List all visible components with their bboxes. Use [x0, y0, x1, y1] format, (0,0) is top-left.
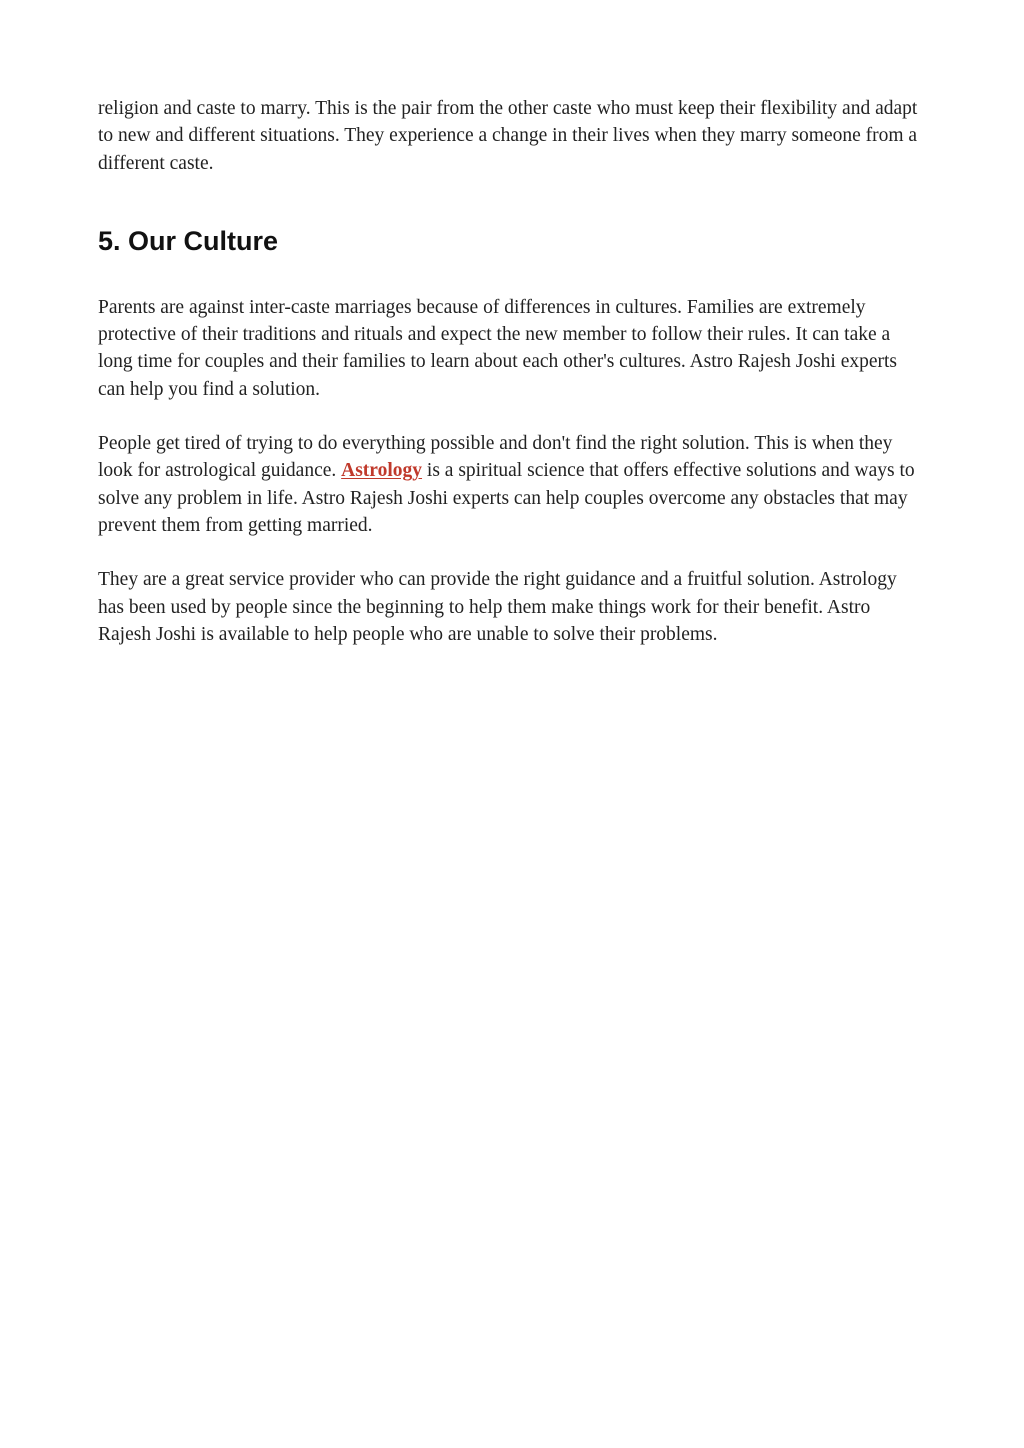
section-heading: 5. Our Culture	[98, 225, 279, 256]
paragraph-astrology	[98, 430, 926, 539]
paragraph-text-after-link: is a spiritual science that offers effective solutions and ways to solve any problem in life. Astro Rajesh Joshi experts can help couples overcome any obstacles that may prevent them from getting married.	[98, 460, 915, 536]
astrology-link[interactable]: Astrology	[341, 460, 423, 482]
paragraph-culture: Parents are against inter-caste marriages because of differences in cultures. Families are extremely protective of their traditions and rituals and expect the new member to follow their rules. It can take a long time for couples and their families to learn about each other's cultures. Astro Rajesh Joshi experts can help you find a solution.	[98, 296, 898, 400]
document-page	[98, 95, 926, 648]
intro-paragraph: religion and caste to marry. This is the pair from the other caste who must keep their flexibility and adapt to new and different situations. They experience a change in their lives when they marry someone from a different caste.	[98, 98, 918, 174]
paragraph-service: They are a great service provider who can provide the right guidance and a fruitful solution. Astrology has been used by people since the beginning to help them make things work for their benefit. Astro Rajesh Joshi is available to help people who are unable to solve their problems.	[98, 569, 897, 645]
paragraph-text-before-link: People get tired of trying to do everything possible and don't find the right solution. This is when they look for astrological guidance.	[98, 433, 893, 482]
